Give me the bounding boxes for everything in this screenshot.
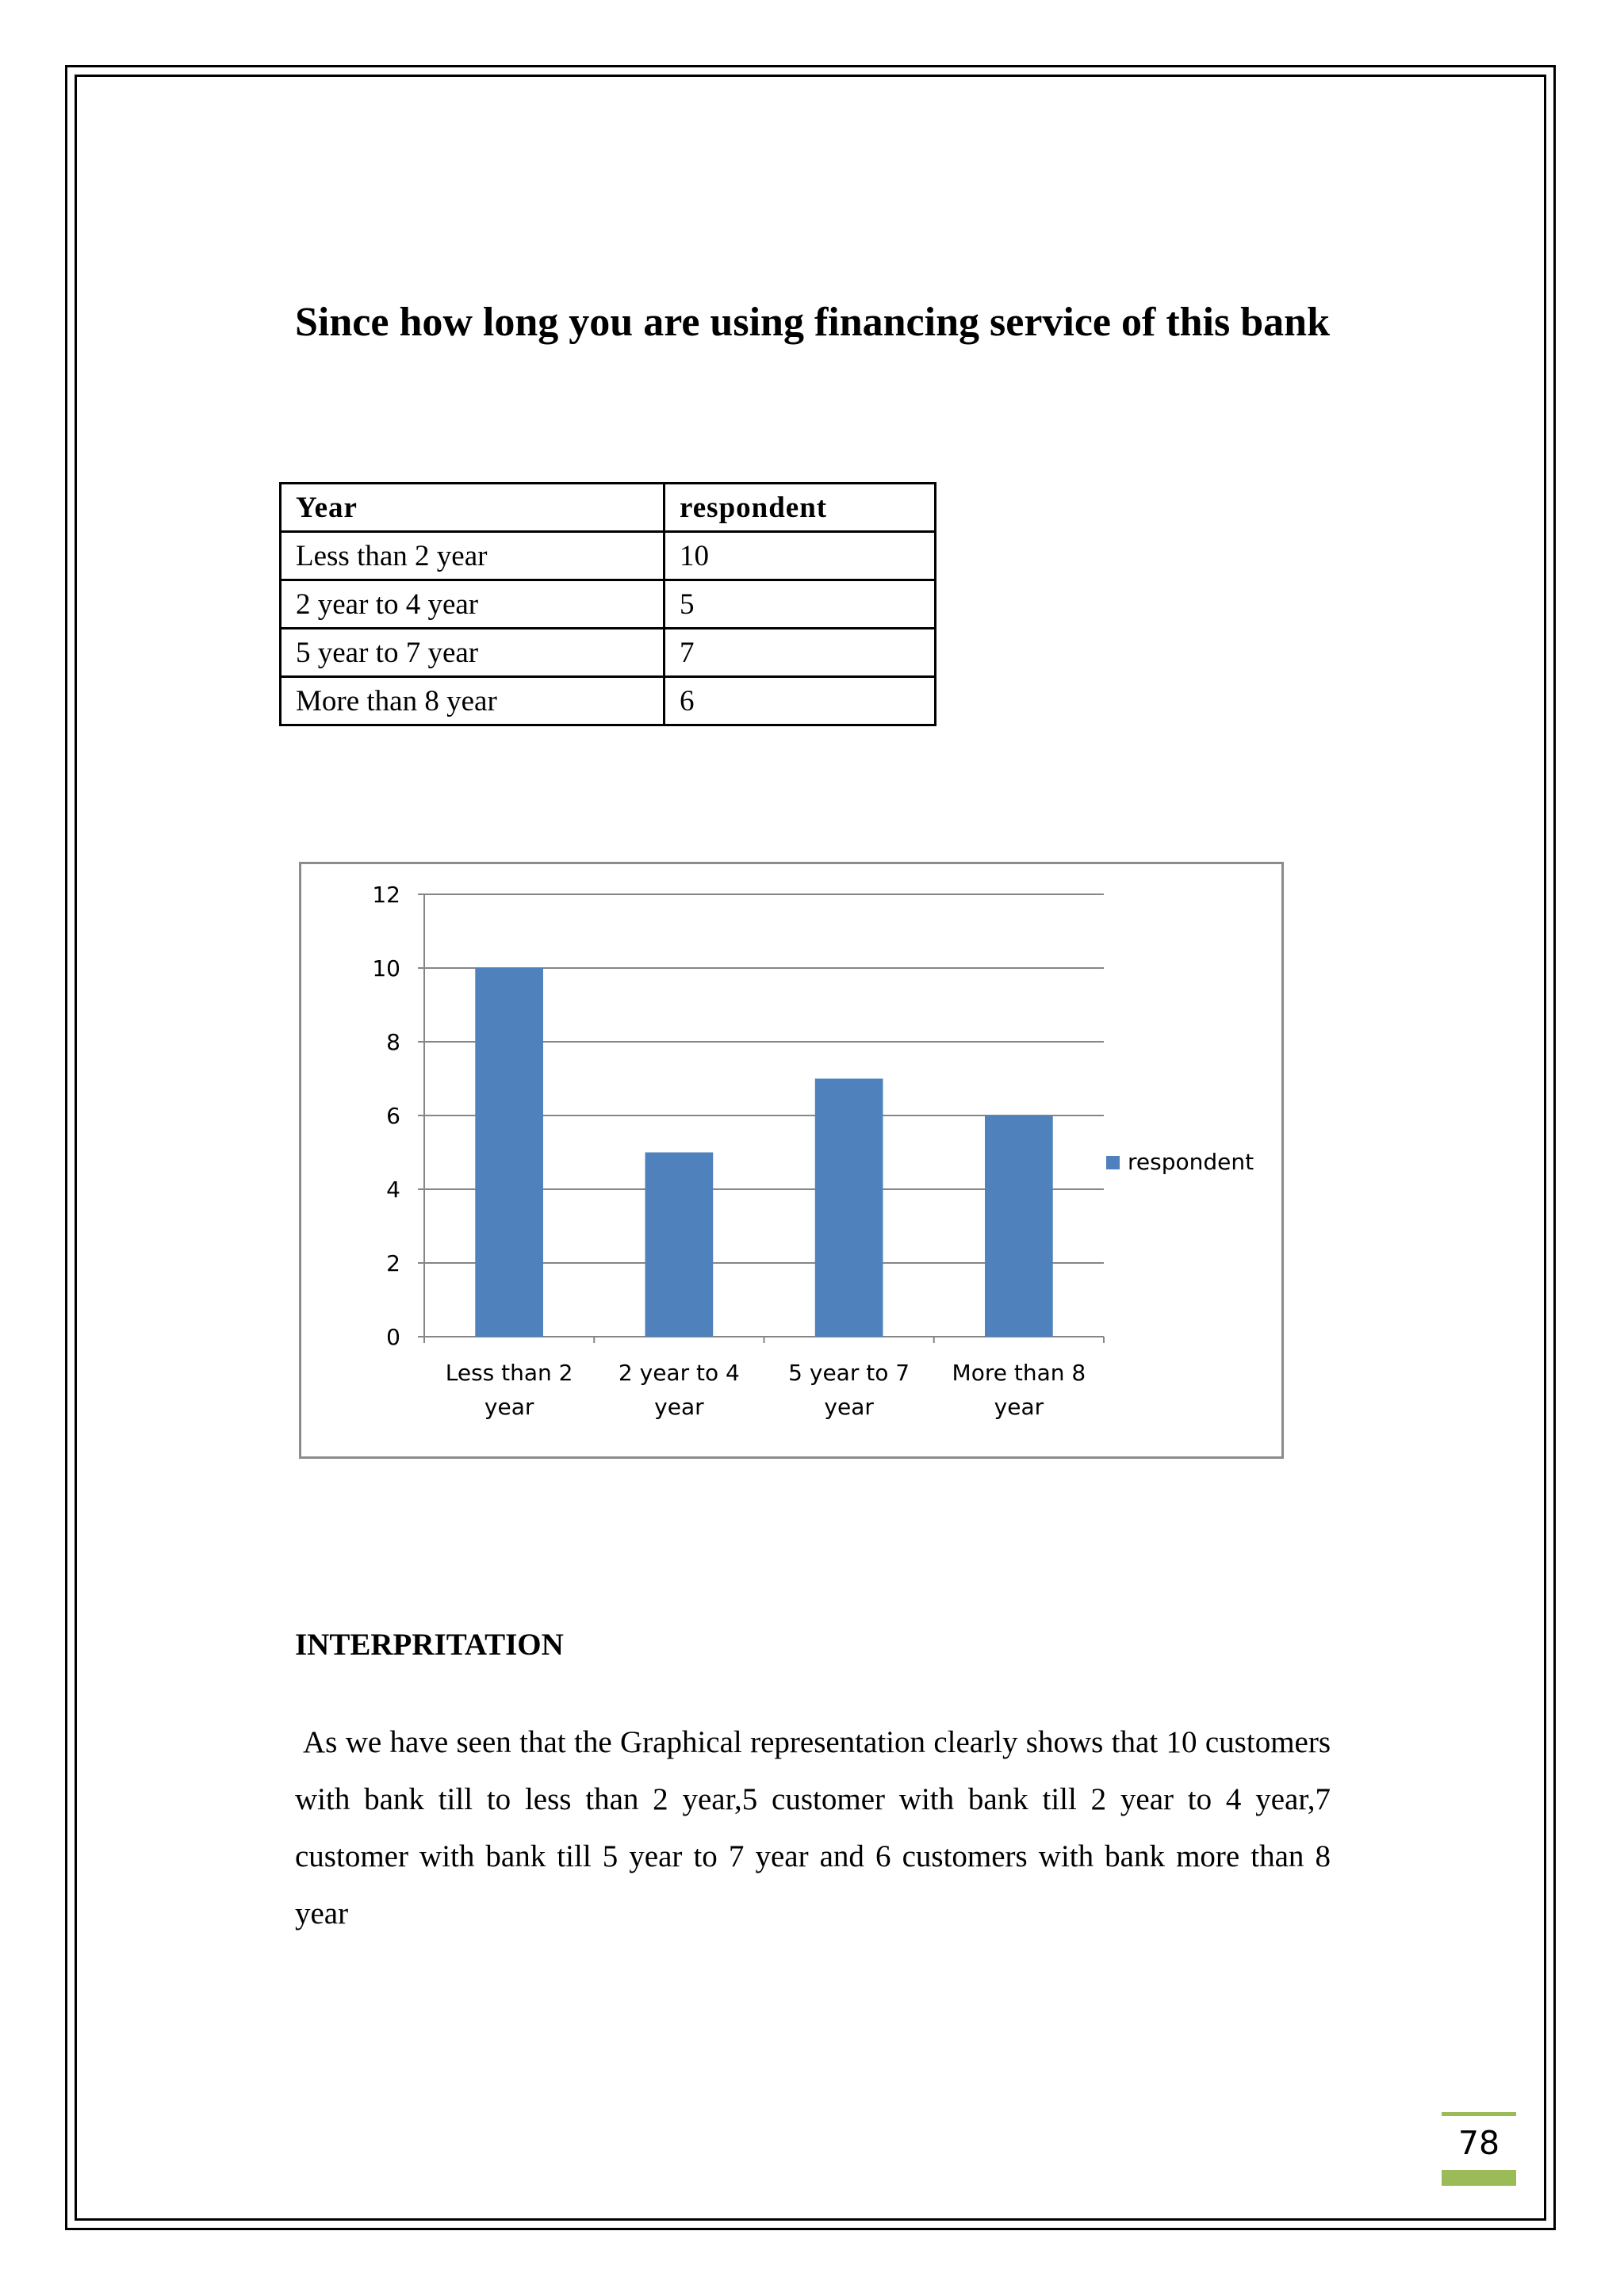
legend-label: respondent (1128, 1149, 1254, 1175)
interpretation-title: INTERPRITATION (295, 1628, 564, 1662)
y-tick-label: 2 (386, 1250, 400, 1276)
legend-swatch (1106, 1156, 1120, 1169)
page-number-bar (1442, 2170, 1516, 2186)
bar-chart-svg (301, 864, 1286, 1461)
table-cell-year: Less than 2 year (281, 532, 665, 580)
y-tick-label: 8 (386, 1029, 400, 1055)
y-tick-label: 4 (386, 1177, 400, 1203)
table-row (281, 532, 936, 580)
table-cell-year: More than 8 year (281, 677, 665, 725)
y-tick-label: 0 (386, 1324, 400, 1350)
bar (815, 1079, 883, 1337)
bar (645, 1153, 714, 1337)
page-number-block (1442, 2112, 1516, 2186)
interpretation-text: As we have seen that the Graphical representation clearly shows that 10 customers with bank till to less than 2 year,5 customer with bank till 2 year to 4 year,7 customer with bank till 5 year to 7 year and 6 customers with bank more than 8 year (295, 1725, 1331, 1931)
x-tick-label: year (824, 1394, 874, 1420)
table-header-respondent: respondent (665, 484, 936, 532)
table-cell-respondent: 6 (665, 677, 936, 725)
page-heading: Since how long you are using financing service of this bank (295, 300, 1331, 345)
x-tick-label: year (654, 1394, 704, 1420)
page-number: 78 (1457, 2124, 1500, 2162)
y-tick-label: 6 (386, 1103, 400, 1129)
table-cell-year: 2 year to 4 year (281, 580, 665, 629)
table-row (281, 629, 936, 677)
x-tick-label: Less than 2 (445, 1360, 573, 1386)
table-row (281, 580, 936, 629)
table-cell-respondent: 7 (665, 629, 936, 677)
table-cell-year: 5 year to 7 year (281, 629, 665, 677)
bar (475, 968, 543, 1337)
x-tick-label: year (484, 1394, 534, 1420)
x-tick-label: 5 year to 7 (788, 1360, 910, 1386)
y-tick-label: 10 (372, 955, 400, 982)
x-tick-label: 2 year to 4 (618, 1360, 740, 1386)
x-tick-label: More than 8 (952, 1360, 1086, 1386)
table-row (281, 677, 936, 725)
bar (985, 1115, 1053, 1337)
respondent-table (279, 482, 936, 726)
table-header-year: Year (281, 484, 665, 532)
table-header-row (281, 484, 936, 532)
bar-chart (299, 862, 1284, 1459)
table-cell-respondent: 5 (665, 580, 936, 629)
x-tick-label: year (994, 1394, 1044, 1420)
y-tick-label: 12 (372, 882, 400, 908)
table-cell-respondent: 10 (665, 532, 936, 580)
